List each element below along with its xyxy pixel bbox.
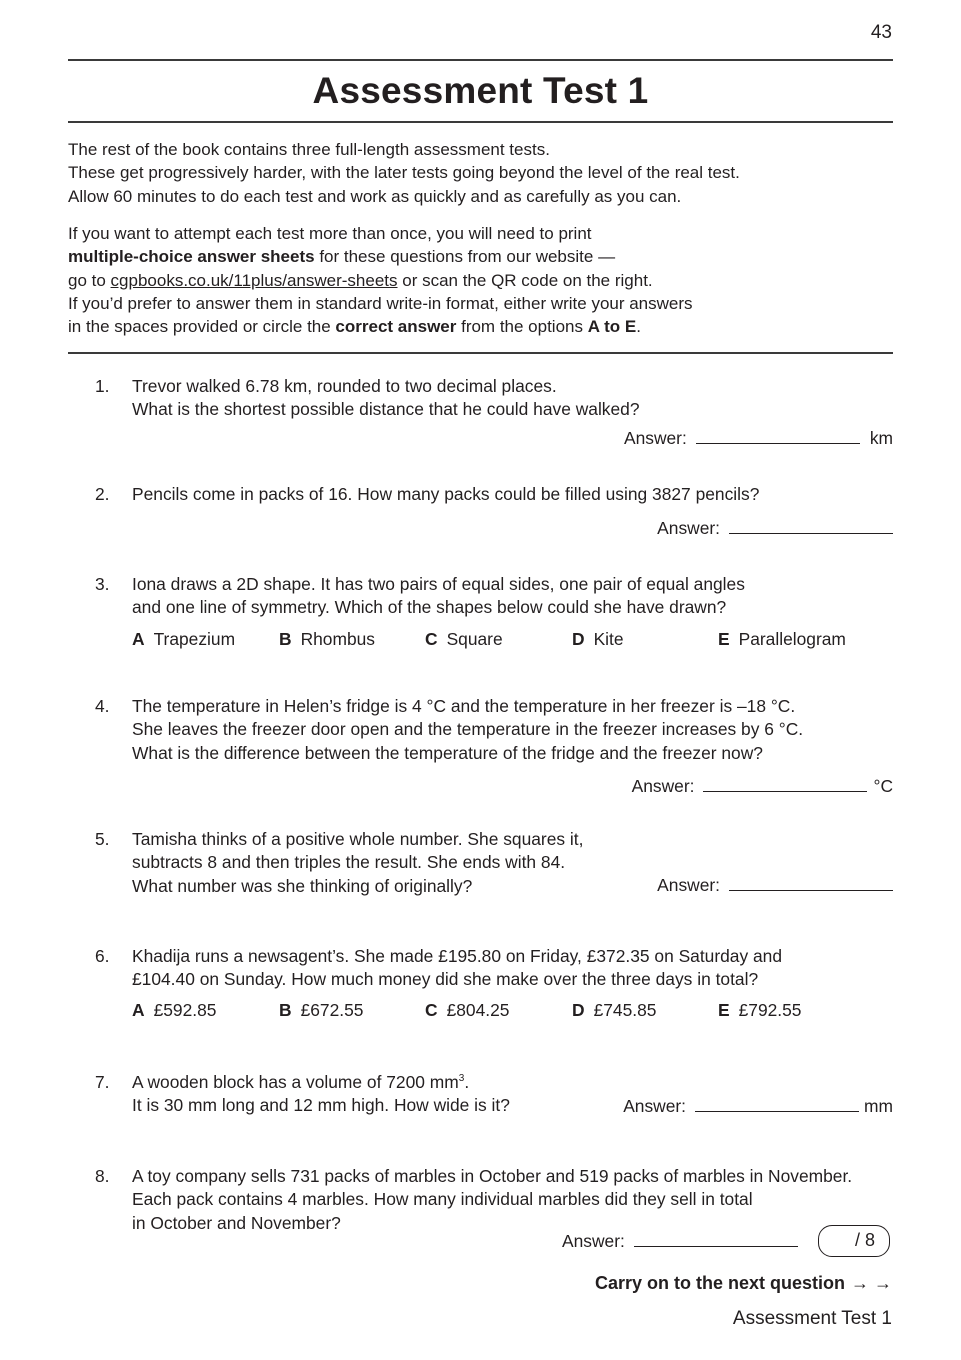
option-d[interactable]: D Kite bbox=[572, 629, 624, 649]
answer-2 bbox=[657, 517, 893, 539]
option-d[interactable]: D £745.85 bbox=[572, 1000, 657, 1020]
question-text: The temperature in Helen’s fridge is 4 °C and the temperature in her freezer is –18 °C. She leaves the freezer door open and the temperature in the freezer increases by 6 °C. What is the difference between the temperature of the fridge and the freezer now? bbox=[132, 696, 804, 763]
question-number: 4. bbox=[95, 696, 110, 716]
answer-1 bbox=[624, 427, 893, 449]
question-text: Iona draws a 2D shape. It has two pairs of equal sides, one pair of equal angles and one line of symmetry. Which of the shapes below could she have drawn? bbox=[132, 574, 745, 618]
option-c[interactable]: C Square bbox=[425, 629, 503, 649]
intro-line: These get progressively harder, with the later tests going beyond the level of the real test. bbox=[68, 163, 740, 183]
page-number: 43 bbox=[870, 22, 892, 43]
answer-5 bbox=[657, 874, 893, 896]
question-text: A toy company sells 731 packs of marbles in October and 519 packs of marbles in November. Each pack contains 4 marbles. How many individual marbles did they sell in total in October and November? bbox=[132, 1166, 853, 1233]
answer-field[interactable] bbox=[634, 1230, 798, 1247]
score-box: / 8 bbox=[818, 1225, 890, 1257]
question-text: Tamisha thinks of a positive whole number. She squares it, subtracts 8 and then triples the result. She ends with 84. What number was she thinking of originally? bbox=[132, 829, 584, 896]
answer-field[interactable] bbox=[729, 517, 893, 534]
question-text: Khadija runs a newsagent’s. She made £195.80 on Friday, £372.35 on Saturday and £104.40 on Sunday. How much money did she make over the three days in total? bbox=[132, 946, 783, 990]
intro-line: go to cgpbooks.co.uk/11plus/answer-sheets or scan the QR code on the right. bbox=[68, 270, 653, 290]
option-b[interactable]: B Rhombus bbox=[279, 629, 375, 649]
question-number: 3. bbox=[95, 574, 110, 594]
intro-line: Allow 60 minutes to do each test and work as quickly and as carefully as you can. bbox=[68, 186, 682, 206]
top-rule bbox=[68, 59, 893, 61]
intro-rule bbox=[68, 352, 893, 354]
answer-8 bbox=[562, 1230, 798, 1252]
answer-7 bbox=[623, 1095, 893, 1117]
answer-sheets-link[interactable]: cgpbooks.co.uk/11plus/answer-sheets bbox=[110, 270, 398, 290]
answer-label: Answer: bbox=[562, 1231, 625, 1251]
question-number: 7. bbox=[95, 1072, 110, 1092]
intro-paragraph-1 bbox=[68, 138, 898, 208]
page-title: Assessment Test 1 bbox=[312, 70, 649, 111]
question-number: 6. bbox=[95, 946, 110, 966]
question-number: 8. bbox=[95, 1166, 110, 1186]
intro-line: in the spaces provided or circle the correct answer from the options A to E. bbox=[68, 317, 641, 337]
answer-field[interactable] bbox=[696, 427, 860, 444]
title-rule bbox=[68, 121, 893, 123]
question-text: A wooden block has a volume of 7200 $mm^3$. It is 30 mm long and 12 mm high. How wide is it? bbox=[132, 1072, 510, 1116]
question-number: 1. bbox=[95, 376, 110, 396]
carry-on-note: Carry on to the next question → → bbox=[594, 1273, 892, 1293]
question-text: Pencils come in packs of 16. How many packs could be filled using 3827 pencils? bbox=[132, 484, 760, 504]
option-e[interactable]: E Parallelogram bbox=[718, 629, 846, 649]
option-c[interactable]: C £804.25 bbox=[425, 1000, 510, 1020]
answer-unit: mm bbox=[864, 1096, 893, 1116]
intro-line: The rest of the book contains three full-length assessment tests. bbox=[68, 140, 550, 159]
answer-label: Answer: bbox=[623, 1096, 687, 1116]
answer-label: Answer: bbox=[623, 428, 687, 448]
answer-field[interactable] bbox=[703, 775, 867, 792]
intro-paragraph-2 bbox=[68, 222, 898, 338]
arrow-right-icon: → → bbox=[850, 1273, 892, 1293]
answer-unit: °C bbox=[873, 776, 893, 796]
option-e[interactable]: E £792.55 bbox=[718, 1000, 802, 1020]
question-text: Trevor walked 6.78 km, rounded to two decimal places. What is the shortest possible distance that he could have walked? bbox=[132, 376, 640, 420]
answer-field[interactable] bbox=[729, 874, 893, 891]
question-number: 5. bbox=[95, 829, 110, 849]
intro-line: multiple-choice answer sheets for these questions from our website — bbox=[68, 247, 616, 267]
answer-field[interactable] bbox=[695, 1095, 859, 1112]
answer-label: Answer: bbox=[657, 875, 720, 895]
answer-sheets-emphasis: multiple-choice answer sheets bbox=[68, 247, 315, 267]
question-number: 2. bbox=[95, 484, 110, 504]
footer-section-title: Assessment Test 1 bbox=[732, 1308, 892, 1329]
answer-unit: km bbox=[869, 428, 893, 448]
option-a[interactable]: A £592.85 bbox=[132, 1000, 217, 1020]
answer-label: Answer: bbox=[657, 518, 720, 538]
intro-line: If you’d prefer to answer them in standard write-in format, either write your answers bbox=[68, 293, 693, 313]
option-a[interactable]: A Trapezium bbox=[132, 629, 236, 649]
answer-4 bbox=[632, 775, 893, 797]
answer-label: Answer: bbox=[631, 776, 695, 796]
intro-line: If you want to attempt each test more than once, you will need to print bbox=[68, 224, 592, 243]
option-b[interactable]: B £672.55 bbox=[279, 1000, 364, 1020]
superscript: 3 bbox=[458, 1073, 465, 1084]
